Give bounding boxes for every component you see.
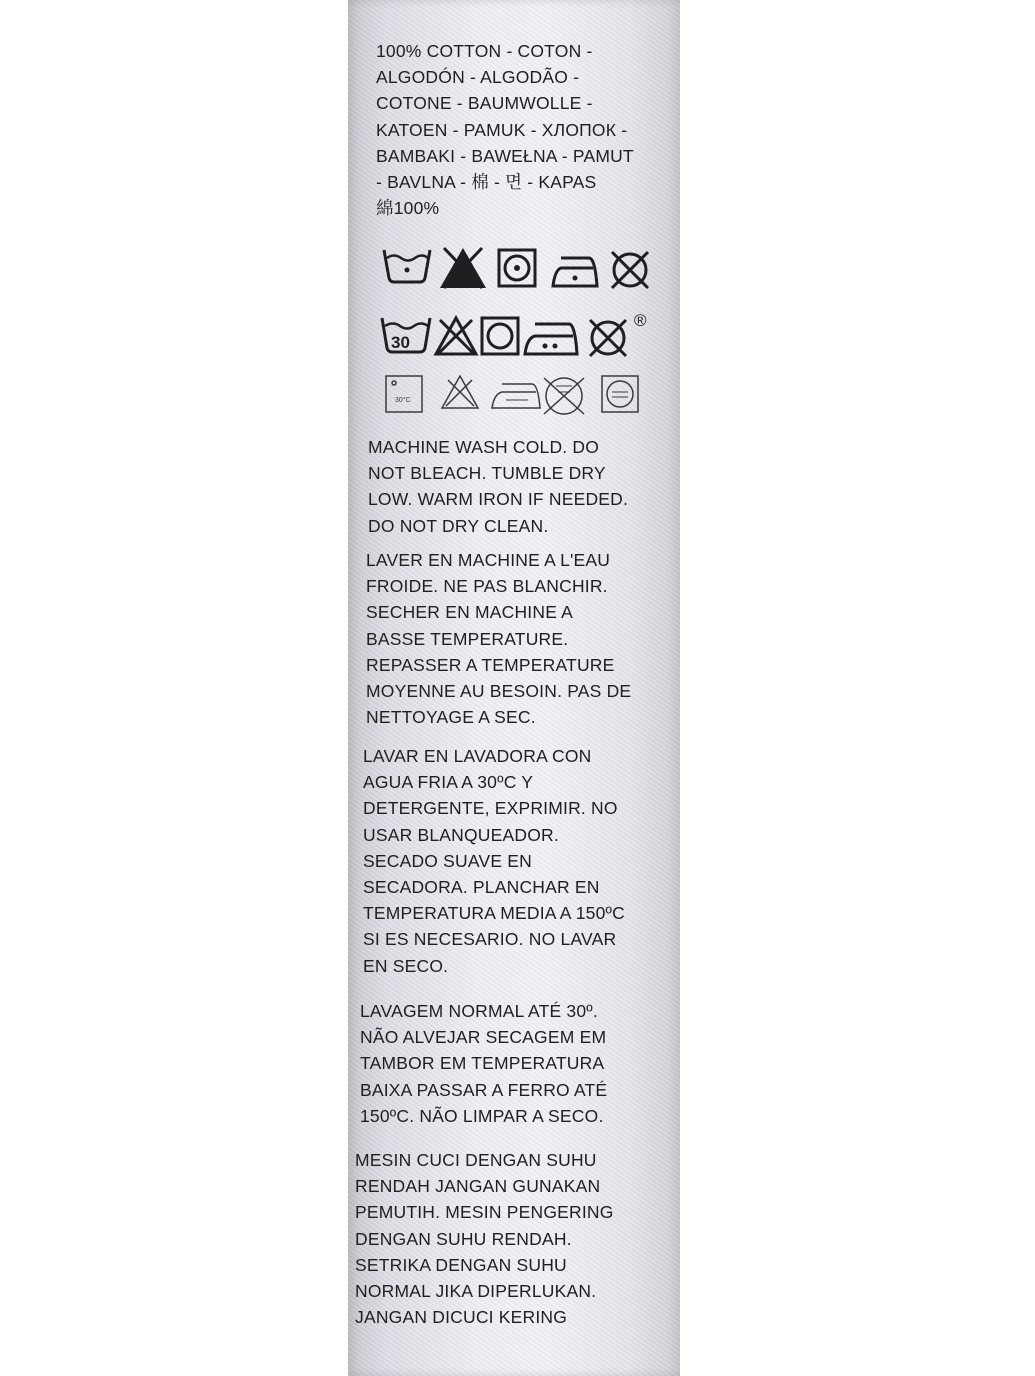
- wash-temp-text: 30: [391, 333, 410, 352]
- fiber-content-text: 100% COTTON - COTON - ALGODÓN - ALGODÃO - COTONE - BAUMWOLLE - KATOEN - PAMUK - ХЛОПОК - BAMBAKI - BAWEŁNA - PAMUT - BAVLNA - 棉 - 면 - KAPAS 綿100%: [376, 41, 634, 219]
- care-symbols: [348, 0, 680, 430]
- care-text-french: LAVER EN MACHINE A L'EAU FROIDE. NE PAS BLANCHIR. SECHER EN MACHINE A BASSE TEMPERATURE. REPASSER A TEMPERATURE MOYENNE AU BESOIN. PAS DE NETTOYAGE A SEC.: [366, 550, 632, 728]
- no-bleach-icon: [440, 248, 486, 288]
- gentle-wash-korean-icon: [602, 376, 638, 412]
- wash-30c-small-icon: [386, 376, 422, 412]
- iron-medium-icon: [525, 324, 577, 354]
- wash-basin-1-dot-icon: [384, 250, 430, 282]
- care-text-spanish: LAVAR EN LAVADORA CON AGUA FRIA A 30ºC Y DETERGENTE, EXPRIMIR. NO USAR BLANQUEADOR. SECADO SUAVE EN SECADORA. PLANCHAR EN TEMPERATURA MEDIA A 150ºC SI ES NECESARIO. NO LAVAR EN SECO.: [363, 746, 625, 976]
- care-text-portuguese: LAVAGEM NORMAL ATÉ 30º. NÃO ALVEJAR SECAGEM EM TAMBOR EM TEMPERATURA BAIXA PASSAR A FERRO ATÉ 150ºC. NÃO LIMPAR A SECO.: [360, 1001, 608, 1126]
- do-not-bleach-icon: [436, 318, 476, 354]
- wash-30c-text: 30°C: [395, 397, 411, 404]
- wash-30-icon: [382, 318, 430, 352]
- do-not-dry-clean-icon: [612, 252, 648, 288]
- care-text-indonesian: MESIN CUCI DENGAN SUHU RENDAH JANGAN GUNAKAN PEMUTIH. MESIN PENGERING DENGAN SUHU RENDAH. SETRIKA DENGAN SUHU NORMAL JIKA DIPERLUKAN. JANGAN DICUCI KERING: [355, 1150, 614, 1328]
- iron-small-icon: [492, 384, 540, 408]
- do-not-dry-clean-icon-2: [590, 320, 626, 356]
- care-label: [348, 0, 680, 1376]
- no-dry-clean-korean-icon: [544, 378, 584, 414]
- registered-mark: ®: [634, 311, 647, 330]
- do-not-bleach-small-icon: [442, 376, 478, 408]
- iron-low-icon: [553, 258, 597, 286]
- tumble-dry-low-icon: [499, 250, 535, 286]
- care-text-english: MACHINE WASH COLD. DO NOT BLEACH. TUMBLE DRY LOW. WARM IRON IF NEEDED. DO NOT DRY CLEAN.: [368, 437, 629, 536]
- tumble-dry-icon: [482, 318, 518, 354]
